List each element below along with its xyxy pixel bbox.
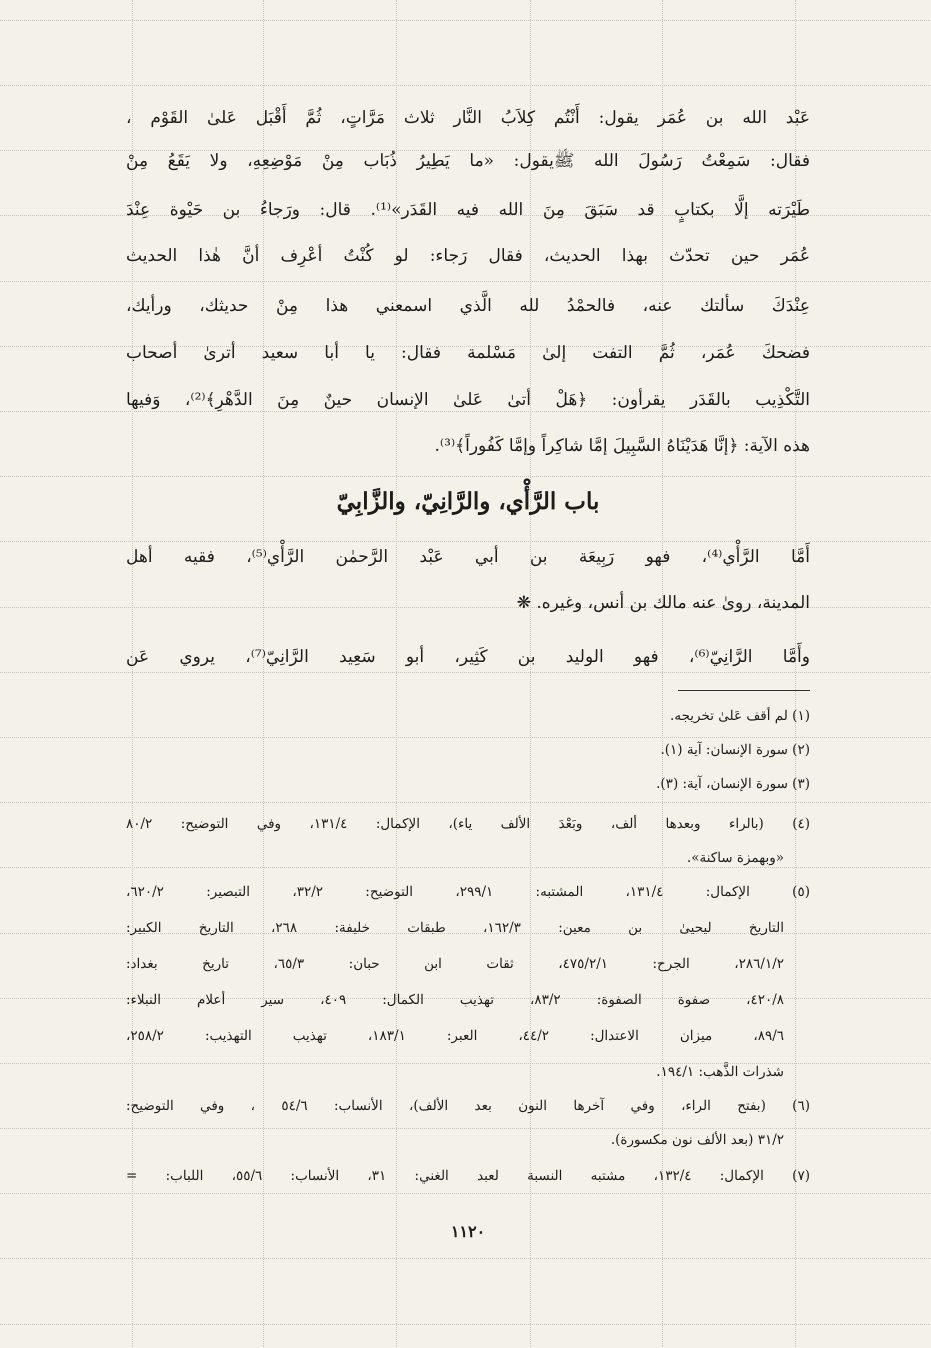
footnote-line: ٤٢٠/٨، صفوة الصفوة: ٨٣/٢، تهذيب الكمال: ٤٠٩، سير أعلام النبلاء: [126, 992, 784, 1008]
grid-line [0, 476, 931, 477]
footnote-line: «وبهمزة ساكنة». [686, 850, 784, 866]
chapter-heading: باب الرَّأْي، والرَّانِيّ، والزَّابِيّ [336, 488, 600, 515]
grid-line [0, 281, 931, 282]
footnote-line: (١) لم أقف عَلىٰ تخريجه. [670, 708, 810, 724]
body-line: المدينة، روىٰ عنه مالك بن أنس، وغيره. ❋ [516, 593, 810, 613]
footnote-line: (٤) (بالراء وبعدها ألف، وبَعْدَ الألف ياء)، الإكمال: ١٣١/٤، وفي التوضيح: ٨٠/٢ [126, 816, 810, 832]
body-line: أَمَّا الرَّأْي⁽⁴⁾، فهو رَبِيعَة بن أبي عَبْد الرَّحمٰن الرَّأْي⁽⁵⁾، فقيه أهل [126, 547, 810, 567]
body-line: عِنْدَكَ سألتك عنه، فالحمْدُ لله الَّذي اسمعني هذا مِنْ حديثك، ورأيك، [126, 296, 810, 316]
grid-line [0, 85, 931, 86]
footnote-line: (٢) سورة الإنسان: آية (١). [660, 742, 810, 758]
body-line: وأَمَّا الرَّانِيّ⁽⁶⁾، فهو الوليد بن كَثِير، أبو سَعِيد الرَّانِيّ⁽⁷⁾، يروي عَن [126, 647, 810, 667]
footnote-line: ٨٩/٦، ميزان الاعتدال: ٤٤/٢، العبر: ١٨٣/١، تهذيب التهذيب: ٢٥٨/٢، [126, 1028, 784, 1044]
footnote-separator [678, 690, 810, 691]
body-line: التَّكْذِيب بالقَدَر يقرأون: ﴿هَلْ أتىٰ عَلىٰ الإنسان حينٌ مِنَ الدَّهْرِ﴾⁽²⁾، وَفيها [126, 390, 810, 410]
body-line: عُمَر حين تحدّث بهذا الحديث، فقال رَجاء: لو كُنْتُ أعْرِف أنَّ هٰذا الحديث [126, 246, 810, 266]
body-line: طَيْرَته إلَّا بكتابٍ قد سَبَقَ مِنَ الله فيه القَدَر»⁽¹⁾. قال: ورَجاءُ بن حَيْوة عِنْدَ [126, 200, 810, 220]
footnote-line: ٢٨٦/١/٢، الجرح: ٤٧٥/٢/١، ثقات ابن حبان: ٦٥/٣، تاريخ بغداد: [126, 956, 784, 972]
footnote-line: (٥) الإكمال: ١٣١/٤، المشتبه: ٢٩٩/١، التوضيح: ٣٢/٢، التبصير: ٦٢٠/٢، [126, 884, 810, 900]
footnote-line: (٣) سورة الإنسان، آية: (٣). [656, 776, 810, 792]
body-line: هذه الآية: ﴿إنَّا هَدَيْنَاهُ السَّبِيلَ إمَّا شاكِراً وإمَّا كَفُوراً﴾⁽³⁾. [434, 436, 810, 456]
page-number: ١١٢٠ [450, 1222, 486, 1241]
footnote-line: (٧) الإكمال: ١٣٢/٤، مشتبه النسبة لعبد الغني: ٣١، الأنساب: ٥٥/٦، اللباب: = [126, 1168, 810, 1184]
grid-line [0, 802, 931, 803]
grid-line [0, 1258, 931, 1259]
body-line: عَبْد الله بن عُمَر يقول: أَنْتُم كِلاَبُ النَّار ثلاث مَرَّاتٍ، ثُمَّ أَقْبَل عَلىٰ القَوْم ، [126, 108, 810, 128]
grid-line [0, 1324, 931, 1325]
footnote-line: التاريخ ليحيىٰ بن معين: ١٦٢/٣، طبقات خليفة: ٢٦٨، التاريخ الكبير: [126, 920, 784, 936]
footnote-line: ٣١/٢ (بعد الألف نون مكسورة). [610, 1132, 784, 1148]
body-line: فقال: سَمِعْتُ رَسُولَ الله ﷺيقول: «ما يَطِيرُ ذُبَاب مِنْ مَوْضِعِهِ، ولا يَقَعُ مِنْ [126, 151, 810, 171]
body-line: فضحكَ عُمَر، ثُمَّ التفت إلىٰ مَسْلمة فقال: يا أبا سعيد أترىٰ أصحاب [126, 343, 810, 363]
grid-line [0, 20, 931, 21]
grid-line [0, 1193, 931, 1194]
footnote-line: (٦) (بفتح الراء، وفي آخرها النون بعد الألف)، الأنساب: ٥٤/٦ ، وفي التوضيح: [126, 1098, 810, 1114]
footnote-line: شذرات الذَّهب: ١٩٤/١. [656, 1064, 784, 1080]
